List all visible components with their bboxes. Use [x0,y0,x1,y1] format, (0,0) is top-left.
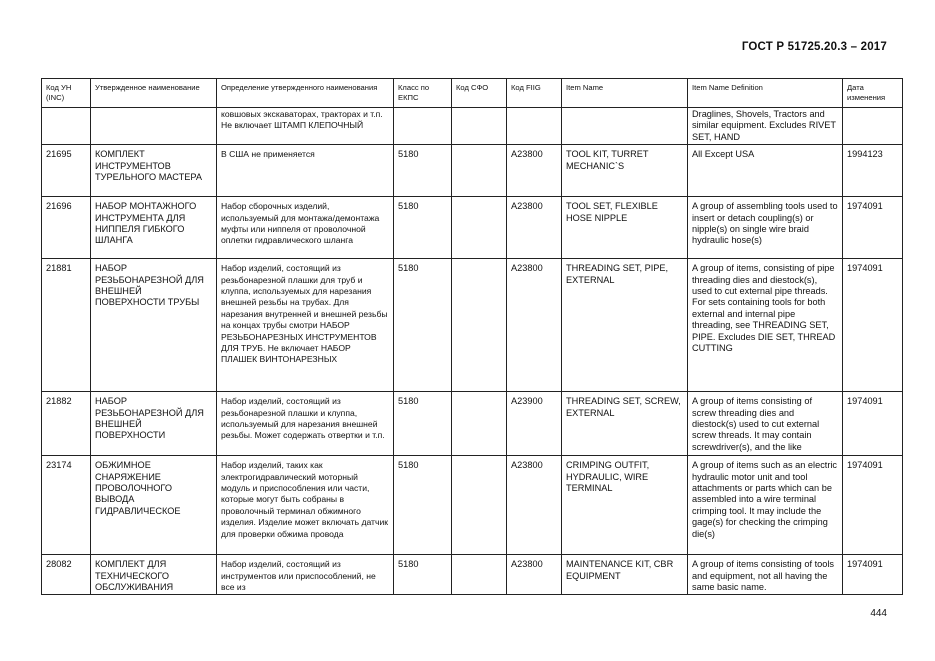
cell-item-name: MAINTENANCE KIT, CBR EQUIPMENT [562,555,688,595]
cell-class: 5180 [394,145,452,197]
cell-class [394,108,452,145]
cell-fiig: A23800 [507,555,562,595]
col-header-approved-name: Утвержденное наименование [91,79,217,108]
cell-approved-name: НАБОР РЕЗЬБОНАРЕЗНОЙ ДЛЯ ВНЕШНЕЙ ПОВЕРХНОСТИ ТРУБЫ [91,259,217,392]
cell-date [843,108,903,145]
cell-inc: 21696 [42,197,91,259]
cell-date: 1974091 [843,555,903,595]
cell-approved-name: КОМПЛЕКТ ИНСТРУМЕНТОВ ТУРЕЛЬНОГО МАСТЕРА [91,145,217,197]
cell-item-name-definition: A group of items, consisting of pipe threading dies and diestock(s), used to cut external pipe threads. For sets containing tools for both external and internal pipe threading, see THREADING SET, PIPE. Excludes DIE SET, THREAD CUTTING [688,259,843,392]
col-header-sfo: Код СФО [452,79,507,108]
cell-item-name-definition: A group of assembling tools used to insert or detach coupling(s) or nipple(s) on single wire braid hydraulic hose(s) [688,197,843,259]
cell-sfo [452,392,507,456]
cell-date: 1974091 [843,197,903,259]
cell-class: 5180 [394,456,452,555]
col-header-date: Дата изменения [843,79,903,108]
cell-fiig: A23800 [507,197,562,259]
cell-item-name-definition: A group of items consisting of tools and equipment, not all having the same basic name. [688,555,843,595]
cell-class: 5180 [394,392,452,456]
cell-inc: 21695 [42,145,91,197]
cell-item-name: TOOL SET, FLEXIBLE HOSE NIPPLE [562,197,688,259]
table-row [42,456,903,555]
table-row [42,145,903,197]
col-header-item-name: Item Name [562,79,688,108]
cell-inc [42,108,91,145]
cell-inc: 21881 [42,259,91,392]
cell-sfo [452,108,507,145]
cell-definition: Набор изделий, состоящий из резьбонарезной плашки для труб и клуппа, используемых для нарезания внешней резьбы на трубах. Для нарезания внутренней и внешней резьбы на концах трубы смотри НАБОР РЕЗЬБОНАРЕЗНЫХ ИНСТРУМЕНТОВ ДЛЯ ТРУБ. Не включает НАБОР ПЛАШЕК ВИНТОНАРЕЗНЫХ [217,259,394,392]
cell-sfo [452,259,507,392]
cell-item-name: CRIMPING OUTFIT, HYDRAULIC, WIRE TERMINAL [562,456,688,555]
cell-definition: Набор изделий, состоящий из инструментов или приспособлений, не все из [217,555,394,595]
cell-definition: Набор сборочных изделий, используемый для монтажа/демонтажа муфты или ниппеля от проволочной оплетки гидравлического шланга [217,197,394,259]
col-header-inc: Код УН (INC) [42,79,91,108]
cell-approved-name: НАБОР РЕЗЬБОНАРЕЗНОЙ ДЛЯ ВНЕШНЕЙ ПОВЕРХНОСТИ [91,392,217,456]
table-row [42,555,903,595]
cell-date: 1974091 [843,456,903,555]
table-header-row [42,79,903,108]
cell-fiig: A23800 [507,259,562,392]
cell-class: 5180 [394,259,452,392]
cell-date: 1974091 [843,392,903,456]
table-row [42,108,903,145]
cell-item-name: THREADING SET, PIPE, EXTERNAL [562,259,688,392]
cell-inc: 23174 [42,456,91,555]
cell-sfo [452,456,507,555]
cell-sfo [452,555,507,595]
cell-definition: ковшовых экскаваторах, тракторах и т.п. Не включает ШТАМП КЛЕПОЧНЫЙ [217,108,394,145]
cell-fiig: A23900 [507,392,562,456]
cell-definition: Набор изделий, состоящий из резьбонарезной плашки и клуппа, используемый для нарезания внешней резьбы. Может содержать отвертки и т.п. [217,392,394,456]
cell-inc: 21882 [42,392,91,456]
cell-definition: В США не применяется [217,145,394,197]
cell-sfo [452,197,507,259]
col-header-item-name-definition: Item Name Definition [688,79,843,108]
cell-item-name [562,108,688,145]
col-header-fiig: Код FIIG [507,79,562,108]
cell-date: 1994123 [843,145,903,197]
cell-item-name: TOOL KIT, TURRET MECHANIC`S [562,145,688,197]
cell-item-name-definition: A group of items consisting of screw threading dies and diestock(s) used to cut external screw threads. It may contain screwdriver(s), and the like [688,392,843,456]
table-row [42,197,903,259]
col-header-definition: Определение утвержденного наименования [217,79,394,108]
cell-item-name-definition: A group of items such as an electric hydraulic motor unit and tool attachments or parts which can be assembled into a wire terminal crimping tool. It may include the gage(s) for checking the crimping die(s) [688,456,843,555]
items-table [41,78,903,595]
cell-approved-name [91,108,217,145]
cell-class: 5180 [394,555,452,595]
cell-fiig [507,108,562,145]
document-code: ГОСТ Р 51725.20.3 – 2017 [741,41,887,53]
cell-fiig: A23800 [507,456,562,555]
cell-sfo [452,145,507,197]
cell-class: 5180 [394,197,452,259]
cell-item-name-definition: All Except USA [688,145,843,197]
cell-item-name-definition: Draglines, Shovels, Tractors and similar equipment. Excludes RIVET SET, HAND [688,108,843,145]
page-number: 444 [870,608,887,619]
cell-definition: Набор изделий, таких как электрогидравлический моторный модуль и приспособления или части, которые могут быть собраны в проволочный терминал обжимного изделия. Изделие может включать датчик для проверки обжима провода [217,456,394,555]
cell-approved-name: КОМПЛЕКТ ДЛЯ ТЕХНИЧЕСКОГО ОБСЛУЖИВАНИЯ [91,555,217,595]
cell-approved-name: ОБЖИМНОЕ СНАРЯЖЕНИЕ ПРОВОЛОЧНОГО ВЫВОДА ГИДРАВЛИЧЕСКОЕ [91,456,217,555]
cell-fiig: A23800 [507,145,562,197]
cell-approved-name: НАБОР МОНТАЖНОГО ИНСТРУМЕНТА ДЛЯ НИППЕЛЯ ГИБКОГО ШЛАНГА [91,197,217,259]
table-row [42,392,903,456]
table-row [42,259,903,392]
cell-date: 1974091 [843,259,903,392]
cell-inc: 28082 [42,555,91,595]
col-header-class: Класс по ЕКПС [394,79,452,108]
cell-item-name: THREADING SET, SCREW, EXTERNAL [562,392,688,456]
